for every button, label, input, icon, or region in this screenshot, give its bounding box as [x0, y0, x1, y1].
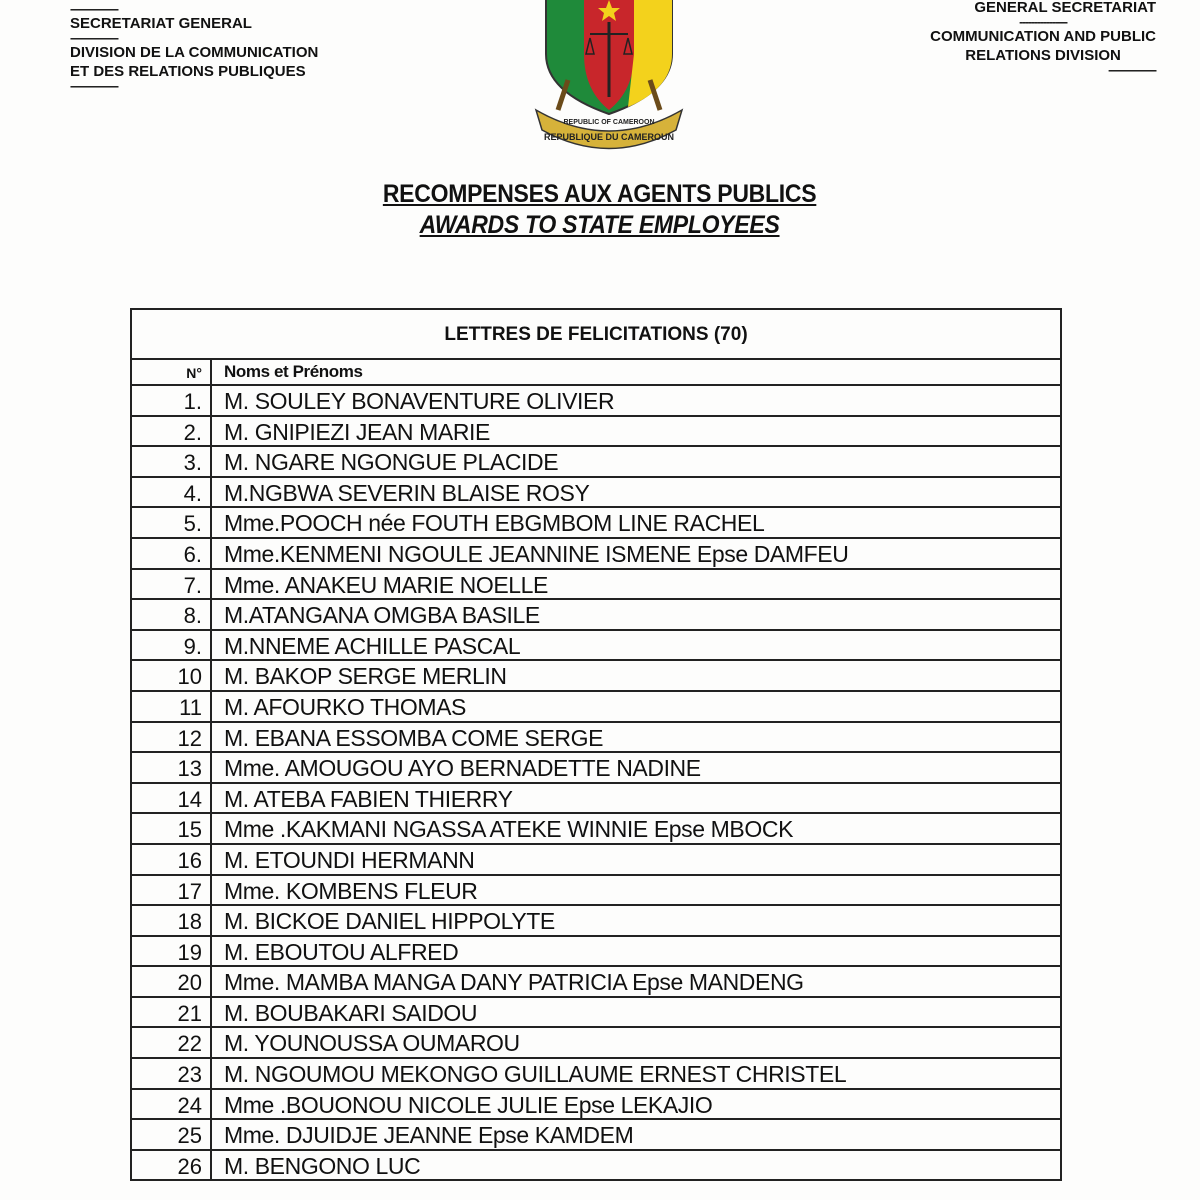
row-name: M. ATEBA FABIEN THIERRY [224, 785, 513, 812]
row-number: 9. [132, 631, 212, 660]
row-name: M. NGOUMOU MEKONGO GUILLAUME ERNEST CHRISTEL [224, 1061, 847, 1088]
row-number: 12 [132, 723, 212, 752]
table-row [132, 753, 1060, 784]
row-number: 22 [132, 1028, 212, 1057]
row-name: Mme. ANAKEU MARIE NOELLE [224, 571, 548, 598]
row-number: 1. [132, 386, 212, 415]
emblem-banner-fr: REPUBLIQUE DU CAMEROUN [543, 132, 675, 142]
row-number: 13 [132, 753, 212, 782]
table-row [132, 723, 1060, 754]
row-number: 2. [132, 417, 212, 446]
column-header-name: Noms et Prénoms [224, 362, 363, 381]
table-row [132, 570, 1060, 601]
table-header-row [132, 360, 1060, 386]
row-name: M.ATANGANA OMGBA BASILE [224, 602, 540, 629]
row-number: 21 [132, 998, 212, 1027]
table-row [132, 1028, 1060, 1059]
document-titles [0, 180, 1200, 240]
table-row [132, 1059, 1060, 1090]
title-en: AWARDS TO STATE EMPLOYEES [420, 211, 780, 239]
row-name: M. AFOURKO THOMAS [224, 693, 466, 720]
row-name: M. YOUNOUSSA OUMAROU [224, 1030, 520, 1057]
header-left [70, 4, 318, 91]
header-dash: ---------------- [70, 79, 118, 93]
row-number: 18 [132, 906, 212, 935]
table-row [132, 386, 1060, 417]
table-row [132, 814, 1060, 845]
row-name: M. SOULEY BONAVENTURE OLIVIER [224, 388, 615, 414]
table-row [132, 1120, 1060, 1151]
column-header-number: N° [132, 360, 212, 384]
table-row [132, 937, 1060, 968]
division-en-line1: COMMUNICATION AND PUBLIC [930, 28, 1156, 45]
row-number: 20 [132, 967, 212, 996]
row-name: M.NNEME ACHILLE PASCAL [224, 632, 521, 659]
table-row [132, 478, 1060, 509]
row-name: Mme. MAMBA MANGA DANY PATRICIA Epse MANDENG [224, 969, 804, 996]
row-name: M. GNIPIEZI JEAN MARIE [224, 418, 490, 445]
row-number: 24 [132, 1090, 212, 1119]
table-row [132, 417, 1060, 448]
table-row [132, 600, 1060, 631]
table-row [132, 998, 1060, 1029]
table-row [132, 631, 1060, 662]
row-number: 23 [132, 1059, 212, 1088]
row-name: Mme.POOCH née FOUTH EBGMBOM LINE RACHEL [224, 510, 765, 537]
header-dash: ---------------- [70, 2, 118, 16]
row-name: M. BOUBAKARI SAIDOU [224, 999, 478, 1026]
row-number: 25 [132, 1120, 212, 1149]
row-name: M.NGBWA SEVERIN BLAISE ROSY [224, 479, 590, 506]
row-number: 4. [132, 478, 212, 507]
row-name: Mme. KOMBENS FLEUR [224, 877, 478, 904]
cameroon-coat-of-arms-icon [528, 0, 690, 157]
row-name: Mme.KENMENI NGOULE JEANNINE ISMENE Epse DAMFEU [224, 540, 849, 567]
header-dash: ---------------- [1019, 15, 1068, 29]
header-dash: ---------------- [1108, 63, 1156, 77]
emblem-banner-en: REPUBLIC OF CAMEROON [563, 119, 655, 126]
division-en-line2: RELATIONS DIVISION [965, 47, 1121, 64]
table-row [132, 784, 1060, 815]
row-number: 5. [132, 508, 212, 537]
table-row [132, 539, 1060, 570]
table-row [132, 661, 1060, 692]
row-name: M. EBANA ESSOMBA COME SERGE [224, 724, 604, 751]
row-name: M. EBOUTOU ALFRED [224, 938, 459, 965]
row-name: M. NGARE NGONGUE PLACIDE [224, 449, 559, 476]
row-name: M. BENGONO LUC [224, 1152, 421, 1179]
row-number: 26 [132, 1151, 212, 1180]
row-name: Mme. AMOUGOU AYO BERNADETTE NADINE [224, 755, 701, 782]
row-number: 3. [132, 447, 212, 476]
row-name: M. BAKOP SERGE MERLIN [224, 663, 507, 690]
row-name: Mme .KAKMANI NGASSA ATEKE WINNIE Epse MBOCK [224, 816, 794, 843]
secretariat-general-fr: SECRETARIAT GENERAL [70, 15, 252, 32]
table-row [132, 845, 1060, 876]
table-row [132, 508, 1060, 539]
table-body [132, 386, 1060, 1181]
row-number: 14 [132, 784, 212, 813]
table-row [132, 1090, 1060, 1121]
row-number: 10 [132, 661, 212, 690]
row-number: 7. [132, 570, 212, 599]
table-row [132, 967, 1060, 998]
row-number: 19 [132, 937, 212, 966]
row-name: Mme .BOUONOU NICOLE JULIE Epse LEKAJIO [224, 1091, 713, 1118]
row-number: 17 [132, 876, 212, 905]
table-row [132, 447, 1060, 478]
row-number: 6. [132, 539, 212, 568]
division-fr-line1: DIVISION DE LA COMMUNICATION [70, 44, 319, 61]
row-number: 15 [132, 814, 212, 843]
row-number: 11 [132, 692, 212, 721]
awards-table [130, 308, 1062, 1181]
title-fr: RECOMPENSES AUX AGENTS PUBLICS [383, 180, 817, 208]
division-fr-line2: ET DES RELATIONS PUBLIQUES [70, 63, 306, 80]
row-name: Mme. DJUIDJE JEANNE Epse KAMDEM [224, 1122, 634, 1149]
row-name: M. ETOUNDI HERMANN [224, 846, 475, 873]
table-row [132, 906, 1060, 937]
header-right [930, 0, 1156, 75]
table-row [132, 692, 1060, 723]
row-number: 8. [132, 600, 212, 629]
table-row [132, 1151, 1060, 1182]
table-row [132, 876, 1060, 907]
row-name: M. BICKOE DANIEL HIPPOLYTE [224, 908, 555, 935]
secretariat-general-en: GENERAL SECRETARIAT [974, 0, 1156, 16]
row-number: 16 [132, 845, 212, 874]
header-dash: ---------------- [70, 31, 118, 45]
table-title: LETTRES DE FELICITATIONS (70) [132, 310, 1060, 360]
